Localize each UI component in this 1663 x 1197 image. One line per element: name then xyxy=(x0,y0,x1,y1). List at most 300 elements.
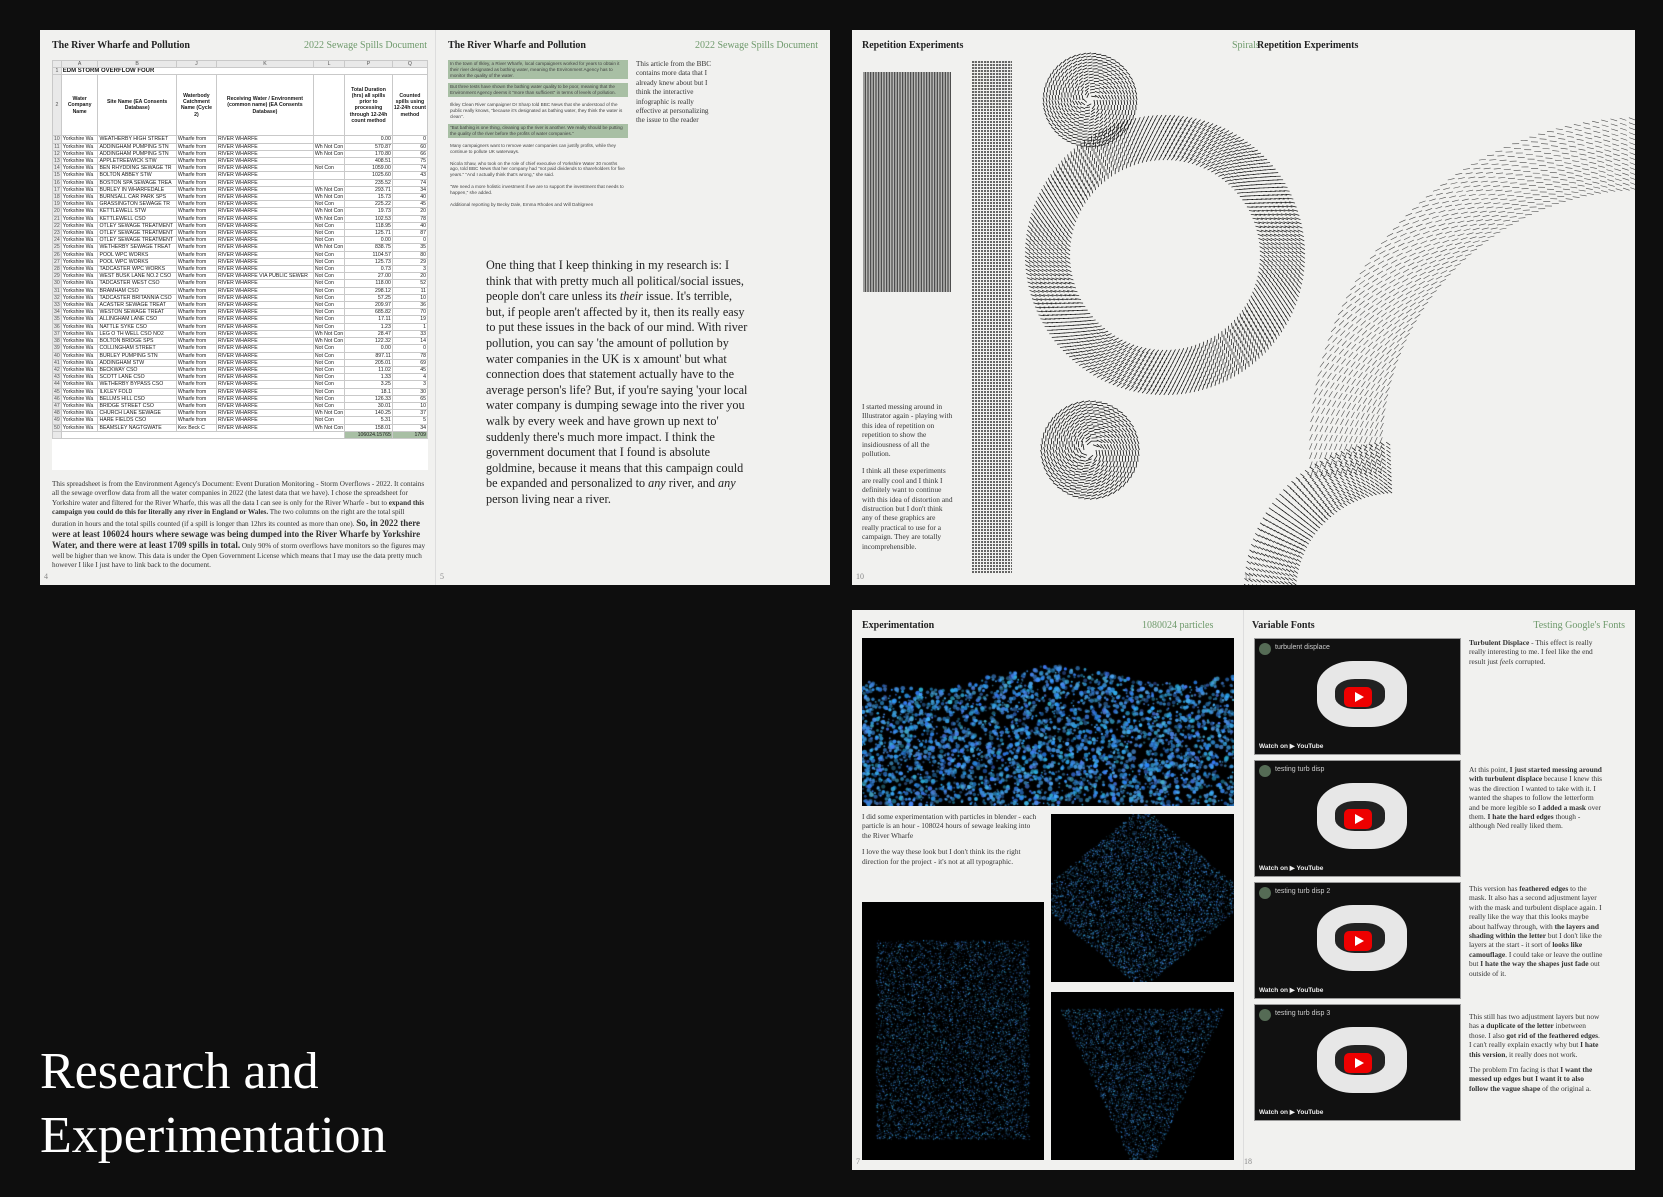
ring-mark xyxy=(1276,259,1281,263)
arc-mark xyxy=(1356,480,1360,483)
arc-mark xyxy=(1366,414,1369,420)
arc-mark xyxy=(1547,163,1554,164)
spiral-mark xyxy=(1099,470,1103,474)
spiral-mark xyxy=(1069,70,1072,74)
ring-mark xyxy=(1241,161,1247,163)
arc-mark xyxy=(1426,222,1433,225)
ring-mark xyxy=(1300,263,1305,267)
table-cell: Not Con xyxy=(313,266,344,273)
ring-mark xyxy=(1082,341,1088,342)
spiral-mark xyxy=(1068,108,1071,112)
table-cell: 74 xyxy=(392,165,427,172)
table-cell: Not Con xyxy=(313,302,344,309)
arc-mark xyxy=(1498,195,1505,196)
spiral-mark xyxy=(1062,491,1068,493)
ring-mark xyxy=(1131,350,1136,354)
arc-mark xyxy=(1381,240,1387,243)
ring-mark xyxy=(1219,156,1224,159)
ring-mark xyxy=(1151,390,1155,395)
arc-mark xyxy=(1319,480,1323,483)
ring-mark xyxy=(1224,139,1229,142)
ring-mark xyxy=(1138,158,1140,164)
table-cell: 126.33 xyxy=(345,395,393,402)
arc-mark xyxy=(1577,139,1584,140)
spiral-mark xyxy=(1063,431,1065,437)
arc-mark xyxy=(1269,508,1273,511)
arc-mark xyxy=(1308,483,1312,486)
arc-mark xyxy=(1545,158,1552,159)
spiral-mark xyxy=(1117,410,1122,413)
arc-mark xyxy=(1349,487,1353,490)
arc-mark xyxy=(1323,502,1327,505)
arc-mark xyxy=(1281,544,1285,547)
spiral-mark xyxy=(1108,105,1109,110)
page-subheader: Spirals xyxy=(1232,40,1260,51)
ring-mark xyxy=(1108,339,1113,341)
arc-mark xyxy=(1452,200,1459,202)
ring-mark xyxy=(1223,149,1228,152)
spiral-mark xyxy=(1048,113,1051,117)
spiral-mark xyxy=(1076,471,1082,472)
table-cell: 66 xyxy=(392,150,427,157)
arc-mark xyxy=(1331,482,1335,485)
arc-mark xyxy=(1377,346,1382,351)
arc-mark xyxy=(1374,327,1379,332)
table-cell xyxy=(313,158,344,165)
ring-mark xyxy=(1106,128,1107,134)
arc-mark xyxy=(1491,198,1498,199)
spiral-mark xyxy=(1119,110,1120,115)
ring-mark xyxy=(1136,375,1140,379)
arc-mark xyxy=(1268,580,1272,583)
ring-mark xyxy=(1212,125,1217,128)
arc-mark xyxy=(1440,249,1446,252)
spiral-mark xyxy=(1052,123,1056,126)
arc-mark xyxy=(1309,493,1313,496)
ring-mark xyxy=(1245,171,1251,172)
spiral-mark xyxy=(1076,57,1080,59)
arc-mark xyxy=(1482,240,1489,242)
arc-mark xyxy=(1330,511,1334,514)
arc-mark xyxy=(1382,347,1387,352)
ring-mark xyxy=(1071,151,1072,157)
ring-mark xyxy=(1242,310,1244,316)
ring-mark xyxy=(1113,156,1114,162)
arc-mark xyxy=(1399,346,1404,351)
arc-mark xyxy=(1259,535,1263,538)
arc-mark xyxy=(1459,195,1466,197)
arc-mark xyxy=(1514,209,1521,210)
spiral-mark xyxy=(1099,486,1104,489)
arc-mark xyxy=(1335,427,1338,433)
spiral-mark xyxy=(1117,467,1119,473)
ring-mark xyxy=(1095,369,1100,372)
spiral-mark xyxy=(1080,115,1085,116)
ring-mark xyxy=(1259,346,1260,352)
ring-mark xyxy=(1259,322,1261,328)
arc-mark xyxy=(1353,451,1357,454)
arc-mark xyxy=(1296,550,1300,553)
ring-mark xyxy=(1230,153,1236,155)
ring-mark xyxy=(1250,338,1251,344)
ring-mark xyxy=(1220,171,1226,173)
ring-mark xyxy=(1134,379,1138,383)
spiral-mark xyxy=(1129,433,1132,438)
ring-mark xyxy=(1199,343,1200,349)
arc-mark xyxy=(1377,408,1381,414)
ring-mark xyxy=(1162,370,1165,375)
ring-mark xyxy=(1205,354,1206,360)
spiral-mark xyxy=(1077,469,1083,470)
ring-mark xyxy=(1082,350,1088,352)
ring-mark xyxy=(1287,312,1290,317)
spiral-mark xyxy=(1130,95,1131,100)
arc-mark xyxy=(1310,434,1313,440)
ring-mark xyxy=(1286,316,1289,321)
ring-mark xyxy=(1274,312,1277,317)
ring-mark xyxy=(1243,148,1249,150)
spiral-mark xyxy=(1121,100,1122,105)
spiral-mark xyxy=(1056,456,1059,461)
arc-mark xyxy=(1307,505,1311,508)
ring-mark xyxy=(1053,226,1057,230)
arc-mark xyxy=(1572,161,1579,162)
arc-mark xyxy=(1291,533,1295,536)
arc-mark xyxy=(1351,412,1354,418)
arc-mark xyxy=(1270,539,1274,542)
arc-mark xyxy=(1380,459,1382,466)
arc-mark xyxy=(1380,487,1384,490)
ring-mark xyxy=(1215,162,1220,165)
table-cell: RIVER WHARFE xyxy=(216,417,313,424)
table-cell: RIVER WHARFE xyxy=(216,158,313,165)
spiral-mark xyxy=(1090,498,1096,500)
spiral-mark xyxy=(1123,461,1124,467)
ring-mark xyxy=(1070,175,1072,181)
arc-mark xyxy=(1492,215,1499,216)
ring-mark xyxy=(1132,156,1134,162)
arc-mark xyxy=(1327,400,1331,406)
ring-mark xyxy=(1178,120,1182,125)
arc-mark xyxy=(1385,244,1391,247)
spiral-mark xyxy=(1076,438,1077,444)
spiral-mark xyxy=(1080,111,1085,112)
arc-mark xyxy=(1471,164,1478,165)
ring-mark xyxy=(1208,132,1213,136)
ring-mark xyxy=(1264,347,1265,353)
arc-mark xyxy=(1387,454,1391,457)
spiral-mark xyxy=(1104,430,1109,433)
ring-mark xyxy=(1222,134,1227,137)
table-cell: 0 xyxy=(392,237,427,244)
ring-mark xyxy=(1280,284,1284,288)
spiral-mark xyxy=(1086,53,1091,54)
spiral-mark xyxy=(1099,73,1104,74)
spiral-mark xyxy=(1048,462,1051,467)
ring-mark xyxy=(1279,319,1282,324)
arc-mark xyxy=(1435,207,1442,209)
arc-mark xyxy=(1393,292,1399,296)
spiral-mark xyxy=(1076,447,1078,452)
arc-mark xyxy=(1366,461,1370,464)
arc-mark xyxy=(1376,291,1382,295)
spiral-mark xyxy=(1077,465,1083,466)
ring-mark xyxy=(1123,372,1128,376)
ring-mark xyxy=(1263,322,1265,328)
ring-mark xyxy=(1172,390,1175,395)
ring-mark xyxy=(1164,358,1167,363)
ring-mark xyxy=(1285,284,1289,288)
spiral-mark xyxy=(1126,450,1127,456)
ring-mark xyxy=(1175,124,1179,129)
arc-mark xyxy=(1301,539,1305,542)
ring-mark xyxy=(1196,357,1198,363)
ring-mark xyxy=(1081,334,1087,335)
arc-mark xyxy=(1339,487,1343,490)
arc-mark xyxy=(1359,338,1364,343)
spiral-mark xyxy=(1097,105,1099,110)
ring-mark xyxy=(1057,186,1059,191)
spiral-mark xyxy=(1055,131,1059,134)
ring-mark xyxy=(1101,359,1106,362)
particle-render-star xyxy=(1051,814,1234,982)
ring-mark xyxy=(1107,348,1112,351)
arc-mark xyxy=(1439,224,1446,226)
ring-mark xyxy=(1292,259,1297,263)
spiral-mark xyxy=(1065,108,1068,112)
ring-mark xyxy=(1198,141,1203,145)
ring-mark xyxy=(1115,159,1116,165)
table-cell: 0.73 xyxy=(345,266,393,273)
spiral-mark xyxy=(1063,63,1066,67)
table-cell: RIVER WHARFE xyxy=(216,345,313,352)
arc-mark xyxy=(1366,383,1370,389)
ring-mark xyxy=(1208,158,1213,161)
spiral-mark xyxy=(1091,464,1096,467)
spiral-mark xyxy=(1068,131,1073,133)
ring-mark xyxy=(1079,190,1081,196)
table-cell: ALLINGHAM LANE CSO xyxy=(98,316,176,323)
arc-mark xyxy=(1585,133,1592,134)
table-row: 31 Yorkshire Wa BRAMHAM CSO Wharfe from RIVER WHARFE Not Con 298.12 11 xyxy=(54,287,426,294)
table-cell: Wharfe from xyxy=(176,359,216,366)
spiral-mark xyxy=(1092,105,1095,109)
ring-mark xyxy=(1050,238,1055,242)
spiral-mark xyxy=(1099,77,1104,78)
arc-mark xyxy=(1488,177,1495,178)
arc-mark xyxy=(1371,460,1375,463)
table-cell: 33 xyxy=(392,330,427,337)
spiral-mark xyxy=(1047,92,1048,97)
ring-mark xyxy=(1194,362,1196,368)
ring-mark xyxy=(1225,362,1226,368)
arc-mark xyxy=(1435,220,1442,222)
arc-mark xyxy=(1348,470,1352,473)
arc-mark xyxy=(1413,256,1419,259)
ring-mark xyxy=(1190,346,1192,352)
spiral-mark xyxy=(1044,108,1046,113)
ring-mark xyxy=(1051,174,1053,180)
arc-mark xyxy=(1342,341,1347,346)
arc-mark xyxy=(1361,462,1365,465)
spiral-mark xyxy=(1133,95,1134,100)
ring-mark xyxy=(1113,347,1118,350)
arc-mark xyxy=(1324,517,1328,520)
arc-mark xyxy=(1579,149,1586,150)
spiral-mark xyxy=(1066,88,1067,93)
page-number: 5 xyxy=(440,572,444,581)
spiral-mark xyxy=(1079,434,1082,439)
ring-mark xyxy=(1046,181,1049,186)
arc-mark xyxy=(1269,555,1273,558)
ring-mark xyxy=(1244,328,1245,334)
spiral-mark xyxy=(1106,456,1107,462)
spiral-mark xyxy=(1112,407,1118,409)
ring-mark xyxy=(1271,268,1276,272)
ring-mark xyxy=(1115,369,1120,372)
essay-text: One thing that I keep thinking in my research is: I think that with pretty much all political/social issues, people don't care unless its xyxy=(486,258,744,304)
table-cell: BECKWAY CSO xyxy=(98,366,176,373)
ring-mark xyxy=(1178,128,1182,133)
ring-mark xyxy=(1073,172,1075,178)
table-cell: 118.95 xyxy=(345,222,393,229)
ring-mark xyxy=(1077,341,1083,342)
ring-mark xyxy=(1079,166,1080,172)
spiral-mark xyxy=(1111,439,1115,444)
arc-mark xyxy=(1311,496,1315,499)
ring-mark xyxy=(1250,355,1251,361)
spiral-mark xyxy=(1055,115,1058,119)
ring-mark xyxy=(1276,284,1280,289)
arc-mark xyxy=(1333,337,1338,342)
ring-mark xyxy=(1196,348,1198,354)
ring-mark xyxy=(1028,226,1032,230)
spiral-mark xyxy=(1099,450,1100,456)
column-header: Counted spills using 12-24h count method xyxy=(392,75,427,136)
arc-mark xyxy=(1359,280,1365,284)
spiral-mark xyxy=(1073,64,1077,67)
ring-mark xyxy=(1069,182,1071,188)
arc-mark xyxy=(1382,462,1386,465)
spiral-mark xyxy=(1061,98,1062,103)
table-cell xyxy=(313,179,344,186)
table-cell: RIVER WHARFE xyxy=(216,194,313,201)
ring-mark xyxy=(1242,341,1243,347)
ring-mark xyxy=(1240,145,1246,147)
arc-mark xyxy=(1398,285,1404,289)
ring-mark xyxy=(1213,376,1214,382)
ring-mark xyxy=(1119,166,1120,172)
spiral-mark xyxy=(1052,95,1053,100)
ring-mark xyxy=(1036,201,1039,206)
ring-mark xyxy=(1237,317,1239,323)
arc-mark xyxy=(1427,287,1433,291)
arc-mark xyxy=(1448,209,1455,211)
arc-mark xyxy=(1458,208,1465,210)
ring-mark xyxy=(1276,263,1281,267)
arc-mark xyxy=(1433,189,1440,191)
ring-mark xyxy=(1089,346,1095,348)
table-cell: Yorkshire Wa xyxy=(61,208,98,215)
spiral-mark xyxy=(1089,80,1094,81)
arc-mark xyxy=(1488,194,1495,195)
arc-mark xyxy=(1445,205,1452,207)
ring-mark xyxy=(1056,167,1058,173)
arc-mark xyxy=(1320,362,1324,368)
table-cell: 30 xyxy=(392,388,427,395)
arc-mark xyxy=(1376,415,1379,421)
ring-mark xyxy=(1138,150,1140,156)
table-cell: Not Con xyxy=(313,345,344,352)
ring-mark xyxy=(1219,165,1224,167)
arc-mark xyxy=(1398,276,1404,280)
ring-mark xyxy=(1111,350,1116,353)
table-cell: RIVER WHARFE xyxy=(216,388,313,395)
spiral-mark xyxy=(1123,450,1124,456)
spiral-mark xyxy=(1064,450,1066,455)
ring-mark xyxy=(1266,276,1270,280)
ring-mark xyxy=(1057,226,1061,230)
ring-mark xyxy=(1136,367,1140,371)
ring-mark xyxy=(1105,370,1110,373)
arc-mark xyxy=(1338,474,1342,477)
arc-mark xyxy=(1551,177,1558,178)
arc-mark xyxy=(1279,494,1283,497)
ring-mark xyxy=(1123,364,1128,368)
table-cell: Wharfe from xyxy=(176,280,216,287)
arc-mark xyxy=(1330,456,1334,459)
arc-mark xyxy=(1356,319,1361,324)
spiral-mark xyxy=(1052,100,1054,105)
arc-mark xyxy=(1387,233,1393,236)
arc-mark xyxy=(1403,269,1409,273)
spiral-mark xyxy=(1083,471,1089,472)
page-number: 7 xyxy=(856,1157,860,1166)
spiral-mark xyxy=(1104,122,1107,126)
table-cell: Wh Not Con xyxy=(314,150,344,157)
ring-mark xyxy=(1171,123,1175,128)
ring-mark xyxy=(1216,127,1221,130)
ring-mark xyxy=(1150,116,1153,121)
spiral-mark xyxy=(1069,470,1074,472)
ring-mark xyxy=(1188,142,1192,146)
arc-mark xyxy=(1601,120,1608,122)
ring-mark xyxy=(1180,149,1184,153)
ring-mark xyxy=(1254,314,1256,320)
table-cell: WEATHERBY HIGH STREET xyxy=(98,136,176,143)
spiral-mark xyxy=(1067,141,1072,142)
arc-mark xyxy=(1300,490,1304,493)
arc-mark xyxy=(1479,194,1486,195)
spiral-mark xyxy=(1092,476,1097,479)
spiral-mark xyxy=(1091,53,1096,54)
arc-mark xyxy=(1350,420,1353,426)
ring-mark xyxy=(1140,368,1144,372)
arc-mark xyxy=(1256,579,1260,582)
arc-mark xyxy=(1379,329,1384,334)
table-cell: Yorkshire Wa xyxy=(61,251,98,258)
spiral-mark xyxy=(1086,421,1092,423)
ring-mark xyxy=(1272,330,1274,336)
arc-mark xyxy=(1440,184,1447,186)
table-cell: 40 xyxy=(392,222,427,229)
spiral-mark xyxy=(1078,60,1082,62)
ring-mark xyxy=(1283,272,1287,276)
arc-mark xyxy=(1387,380,1391,386)
ring-mark xyxy=(1110,135,1111,141)
arc-mark xyxy=(1344,436,1347,442)
table-cell: BOLTON ABBEY STW xyxy=(98,172,176,179)
